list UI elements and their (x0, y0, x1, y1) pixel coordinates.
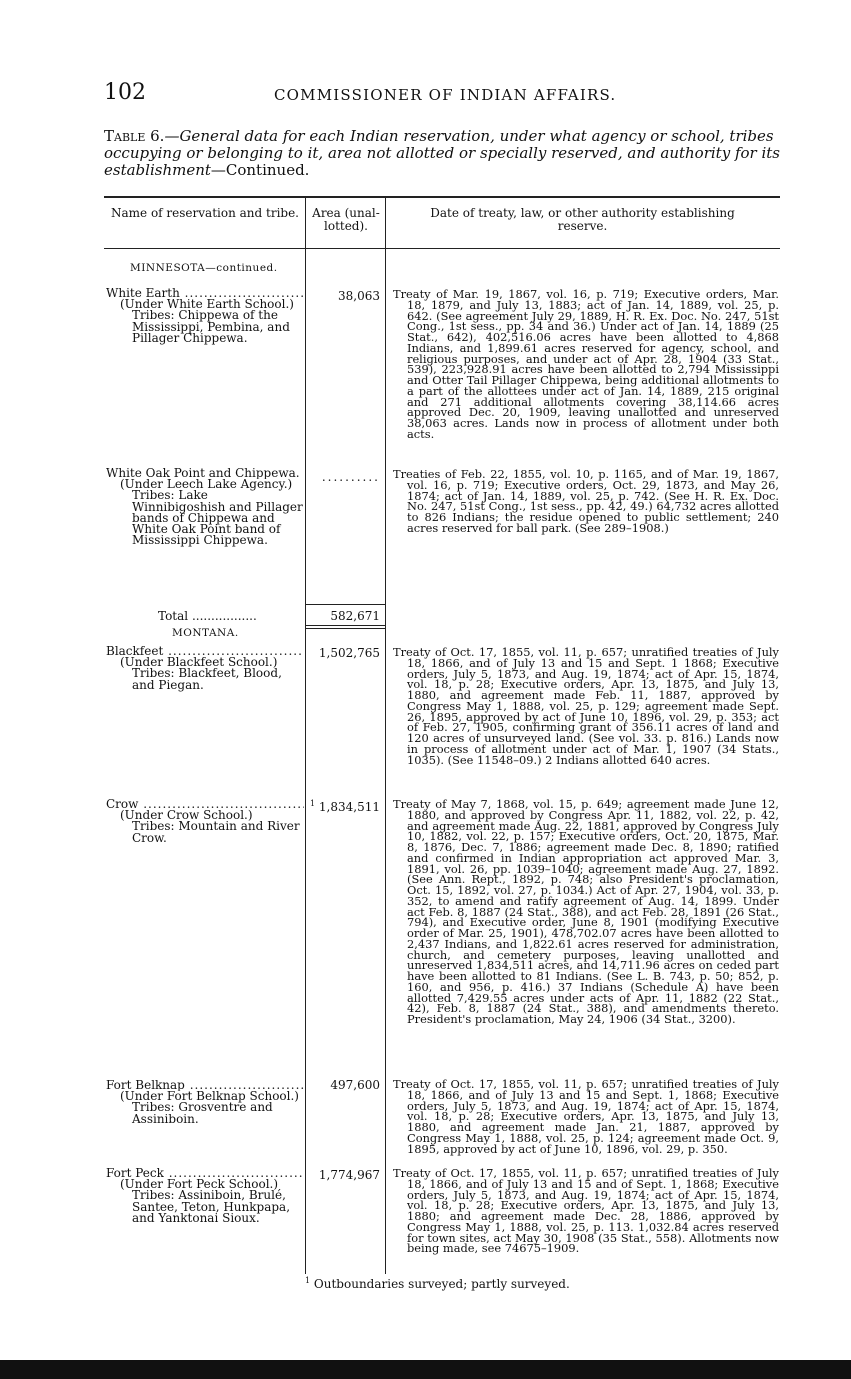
reservation-name: White Earth ..... (106, 288, 304, 299)
reservation-tribes: Tribes: Grosventre and Assiniboin. (132, 1100, 273, 1126)
authority-cell (393, 647, 779, 765)
total-bottom-rule-2 (306, 628, 385, 629)
column-divider-2 (385, 198, 386, 1274)
authority-text: Treaties of Feb. 22, 1855, vol. 10, p. 1165, and of Mar. 19, 1867, vol. 16, p. 719; Executive orders, Oct. 29, 1873, and May 26, 1874; act of Jan. 14, 1889, vol. 25, p. 742. (See H. R. Ex. Doc. No. 247, 51st Cong., 1st sess., pp. 42, 49.) 64,732 acres allotted to 826 Indians; the residue opened to public settlement; 240 acres reserved for ball park. (See 289–1908.) (393, 467, 779, 535)
column-header-name: Name of reservation and tribe. (111, 206, 299, 220)
table-head-rule (104, 248, 780, 249)
authority-text: Treaty of May 7, 1868, vol. 15, p. 649; agreement made June 12, 1880, and approved by Congress Apr. 11, 1882, vol. 22, p. 42, and agreement made Aug. 22, 1881, approved by Congress July 10, 1882, vol. 22, p. 157; Executive orders, Oct. 20, 1875, Mar. 8, 1876, Dec. 7, 1886; agreement made Dec. 8, 1890; ratified and confirmed in Indian appropriation act approved Mar. 3, 1891, vol. 26, pp. 1039–1040; agreement made Aug. 27, 1892. (See Ann. Rept., 1892, p. 748; also President's proclamation, Oct. 15, 1892, vol. 27, p. 1034.) Act of Apr. 27, 1904, vol. 33, p. 352, to amend and ratify agreement of Aug. 14, 1899. Under act Feb. 8, 1887 (24 Stat., 388), and act Feb. 28, 1891 (26 Stat., 794), and Executive order, June 8, 1901 (modifying Executive order of Mar. 25, 1901), 478,702.07 acres have been allotted to 2,437 Indians, and 1,822.61 acres reserved for administration, church, and cemetery purposes, leaving unallotted and unreserved 1,834,511 acres, and 14,711.96 acres on ceded part have been allotted to 81 Indians. (See L. B. 743, p. 50; 852, p. 160, and 956, p. 416.) 37 Indians (Schedule A) have been allotted 7,429.55 acres under acts of Apr. 11, 1882 (22 Stat., 42), Feb. 8, 1887 (24 Stat., 388), and amendments thereto. President's proclamation, May 24, 1906 (34 Stat., 3200). (393, 797, 779, 1026)
area-cell: 1,774,967 (318, 1168, 380, 1182)
reservation-name-cell (106, 288, 304, 344)
column-header-authority: Date of treaty, law, or other authority establishing reserve. (430, 206, 735, 233)
total-bottom-rule-1 (306, 625, 385, 626)
reservation-agency: (Under Fort Peck School.) (120, 1177, 279, 1192)
reservation-name: White Oak Point and Chippewa. (106, 468, 300, 480)
reservation-tribes: Tribes: Assiniboin, Brulé, Santee, Teton, Hunkpapa, and Yanktonai Sioux. (132, 1188, 291, 1225)
scan-edge-bar (0, 1360, 851, 1379)
column-divider-1 (305, 198, 306, 1274)
table-top-rule (104, 196, 780, 198)
total-area: 582,671 (330, 609, 380, 623)
total-label-text: Total (158, 609, 189, 623)
reservation-agency: (Under White Earth School.) (120, 297, 294, 312)
reservation-name: Blackfeet ..... (106, 646, 304, 657)
total-top-rule (306, 604, 385, 605)
authority-text: Treaty of Oct. 17, 1855, vol. 11, p. 657; unratified treaties of July 18, 1866, and of July 13 and 15 and of Sept. 1, 1868; Executive orders, July 5, 1873, and Aug. 19, 1874; act of Apr. 15, 1874, vol. 18, p. 28; Executive orders, Apr. 13, 1875, and July 13, 1880; and agreement made Dec. 28, 1886, approved by Congress May 1, 1888, vol. 25, p. 113. 1,032.84 acres reserved for town sites, act May 30, 1908 (35 Stat., 558). Allotments now being made, see 74675–1909. (393, 1166, 779, 1256)
reservation-name-cell (106, 646, 304, 691)
reservation-name-cell (106, 1080, 304, 1125)
authority-cell (393, 289, 779, 440)
caption-label: Table 6. (104, 127, 165, 145)
footnote-number: 1 (305, 1276, 311, 1285)
footnote (305, 1276, 570, 1291)
footnote-marker: 1 (310, 799, 316, 808)
total-label: Total ................. (158, 609, 257, 623)
reservation-tribes: Tribes: Blackfeet, Blood, and Piegan. (132, 666, 282, 692)
caption-suffix: —Continued. (210, 161, 310, 179)
area-cell (306, 799, 380, 814)
reservation-name-cell (106, 468, 304, 546)
running-head: COMMISSIONER OF INDIAN AFFAIRS. (274, 86, 617, 104)
authority-cell (393, 469, 779, 534)
state-heading-montana: MONTANA. (172, 627, 239, 639)
area-cell: 1,502,765 (318, 646, 380, 660)
column-header-area: Area (unal-lotted). (312, 206, 380, 233)
authority-cell (393, 1168, 779, 1254)
reservation-agency: (Under Blackfeet School.) (120, 655, 278, 670)
reservation-tribes: Tribes: Mountain and River Crow. (132, 819, 300, 845)
table-caption (104, 128, 780, 179)
reservation-agency: (Under Leech Lake Agency.) (120, 477, 293, 492)
authority-text: Treaty of Oct. 17, 1855, vol. 11, p. 657; unratified treaties of July 18, 1866, and of July 13 and 15 and Sept. 1 1868; Executive orders, July 5, 1873, and Aug. 19, 1874; act of Apr. 15, 1874, vol. 18, p. 28; Executive orders, Apr. 13, 1875, and July 13, 1880, and agreement made Feb. 11, 1887, approved by Congress May 1, 1888, vol. 25, p. 129; agreement made Sept. 26, 1895, approved by act of June 10, 1896, vol. 29, p. 353; act of Feb. 27, 1905, confirming grant of 356.11 acres of land and 120 acres of unsurveyed land. (See vol. 33. p. 816.) Lands now in process of allotment under act of Mar. 1, 1907 (34 Stats., 1035). (See 11548–09.) 2 Indians allotted 640 acres. (393, 645, 779, 767)
reservation-name: Fort Peck ..... (106, 1168, 304, 1179)
page-number: 102 (104, 80, 146, 105)
reservation-tribes: Tribes: Chippewa of the Mississippi, Pembina, and Pillager Chippewa. (132, 308, 290, 345)
area-cell: 38,063 (338, 289, 380, 303)
authority-text: Treaty of Oct. 17, 1855, vol. 11, p. 657; unratified treaties of July 18, 1866, and of July 13 and 15 and Sept. 1, 1868; Executive orders, July 5, 1873, and Aug. 19, 1874; act of Apr. 15, 1874, vol. 18, p. 28; Executive orders, Apr. 13, 1875, and July 13, 1880, and agreement made Jan. 21, 1887, approved by Congress May 1, 1888, vol. 25, p. 124; agreement made Oct. 9, 1895, approved by act of June 10, 1896, vol. 29, p. 350. (393, 1077, 779, 1156)
reservation-name-cell (106, 799, 304, 844)
caption-text: —General data for each Indian reservation, under what agency or school, tribes occupying or belonging to it, area not allotted or specially reserved, and authority for its establishment (104, 127, 780, 179)
reservation-name: Fort Belknap ..... (106, 1080, 304, 1091)
footnote-text: Outboundaries surveyed; partly surveyed. (313, 1277, 570, 1291)
state-heading-minnesota: MINNESOTA—continued. (130, 262, 278, 274)
reservation-name: Crow ..... (106, 799, 304, 810)
reservation-agency: (Under Fort Belknap School.) (120, 1089, 299, 1104)
area-cell-empty: .......... (321, 470, 380, 484)
reservation-tribes: Tribes: Lake Winnibigoshish and Pillager bands of Chippewa and White Oak Point band of Mississippi Chippewa. (132, 488, 303, 548)
area-cell: 497,600 (330, 1078, 380, 1092)
reservation-agency: (Under Crow School.) (120, 808, 253, 823)
authority-cell (393, 799, 779, 1025)
area-value: 1,834,511 (318, 800, 380, 814)
authority-text: Treaty of Mar. 19, 1867, vol. 16, p. 719; Executive orders, Mar. 18, 1879, and July 13, 1883; act of Jan. 14, 1889, vol. 25, p. 642. (See agreement July 29, 1889, H. R. Ex. Doc. No. 247, 51st Cong., 1st sess., pp. 34 and 36.) Under act of Jan. 14, 1889 (25 Stat., 642), 402,516.06 acres have been allotted to 4,868 Indians, and 1,899.61 acres reserved for agency, school, and religious purposes, and under act of Apr. 28, 1904 (33 Stat., 539), 223,928.91 acres have been allotted to 2,794 Mississippi and Otter Tail Pillager Chippewa, being additional allotments to a part of the allottees under act of Jan. 14, 1889, 215 original and 271 additional allotments covering 38,114.66 acres approved Dec. 20, 1909, leaving unallotted and unreserved 38,063 acres. Lands now in process of allotment under both acts. (393, 287, 779, 441)
reservation-name-cell (106, 1168, 304, 1224)
authority-cell (393, 1079, 779, 1154)
page-header (104, 80, 780, 110)
